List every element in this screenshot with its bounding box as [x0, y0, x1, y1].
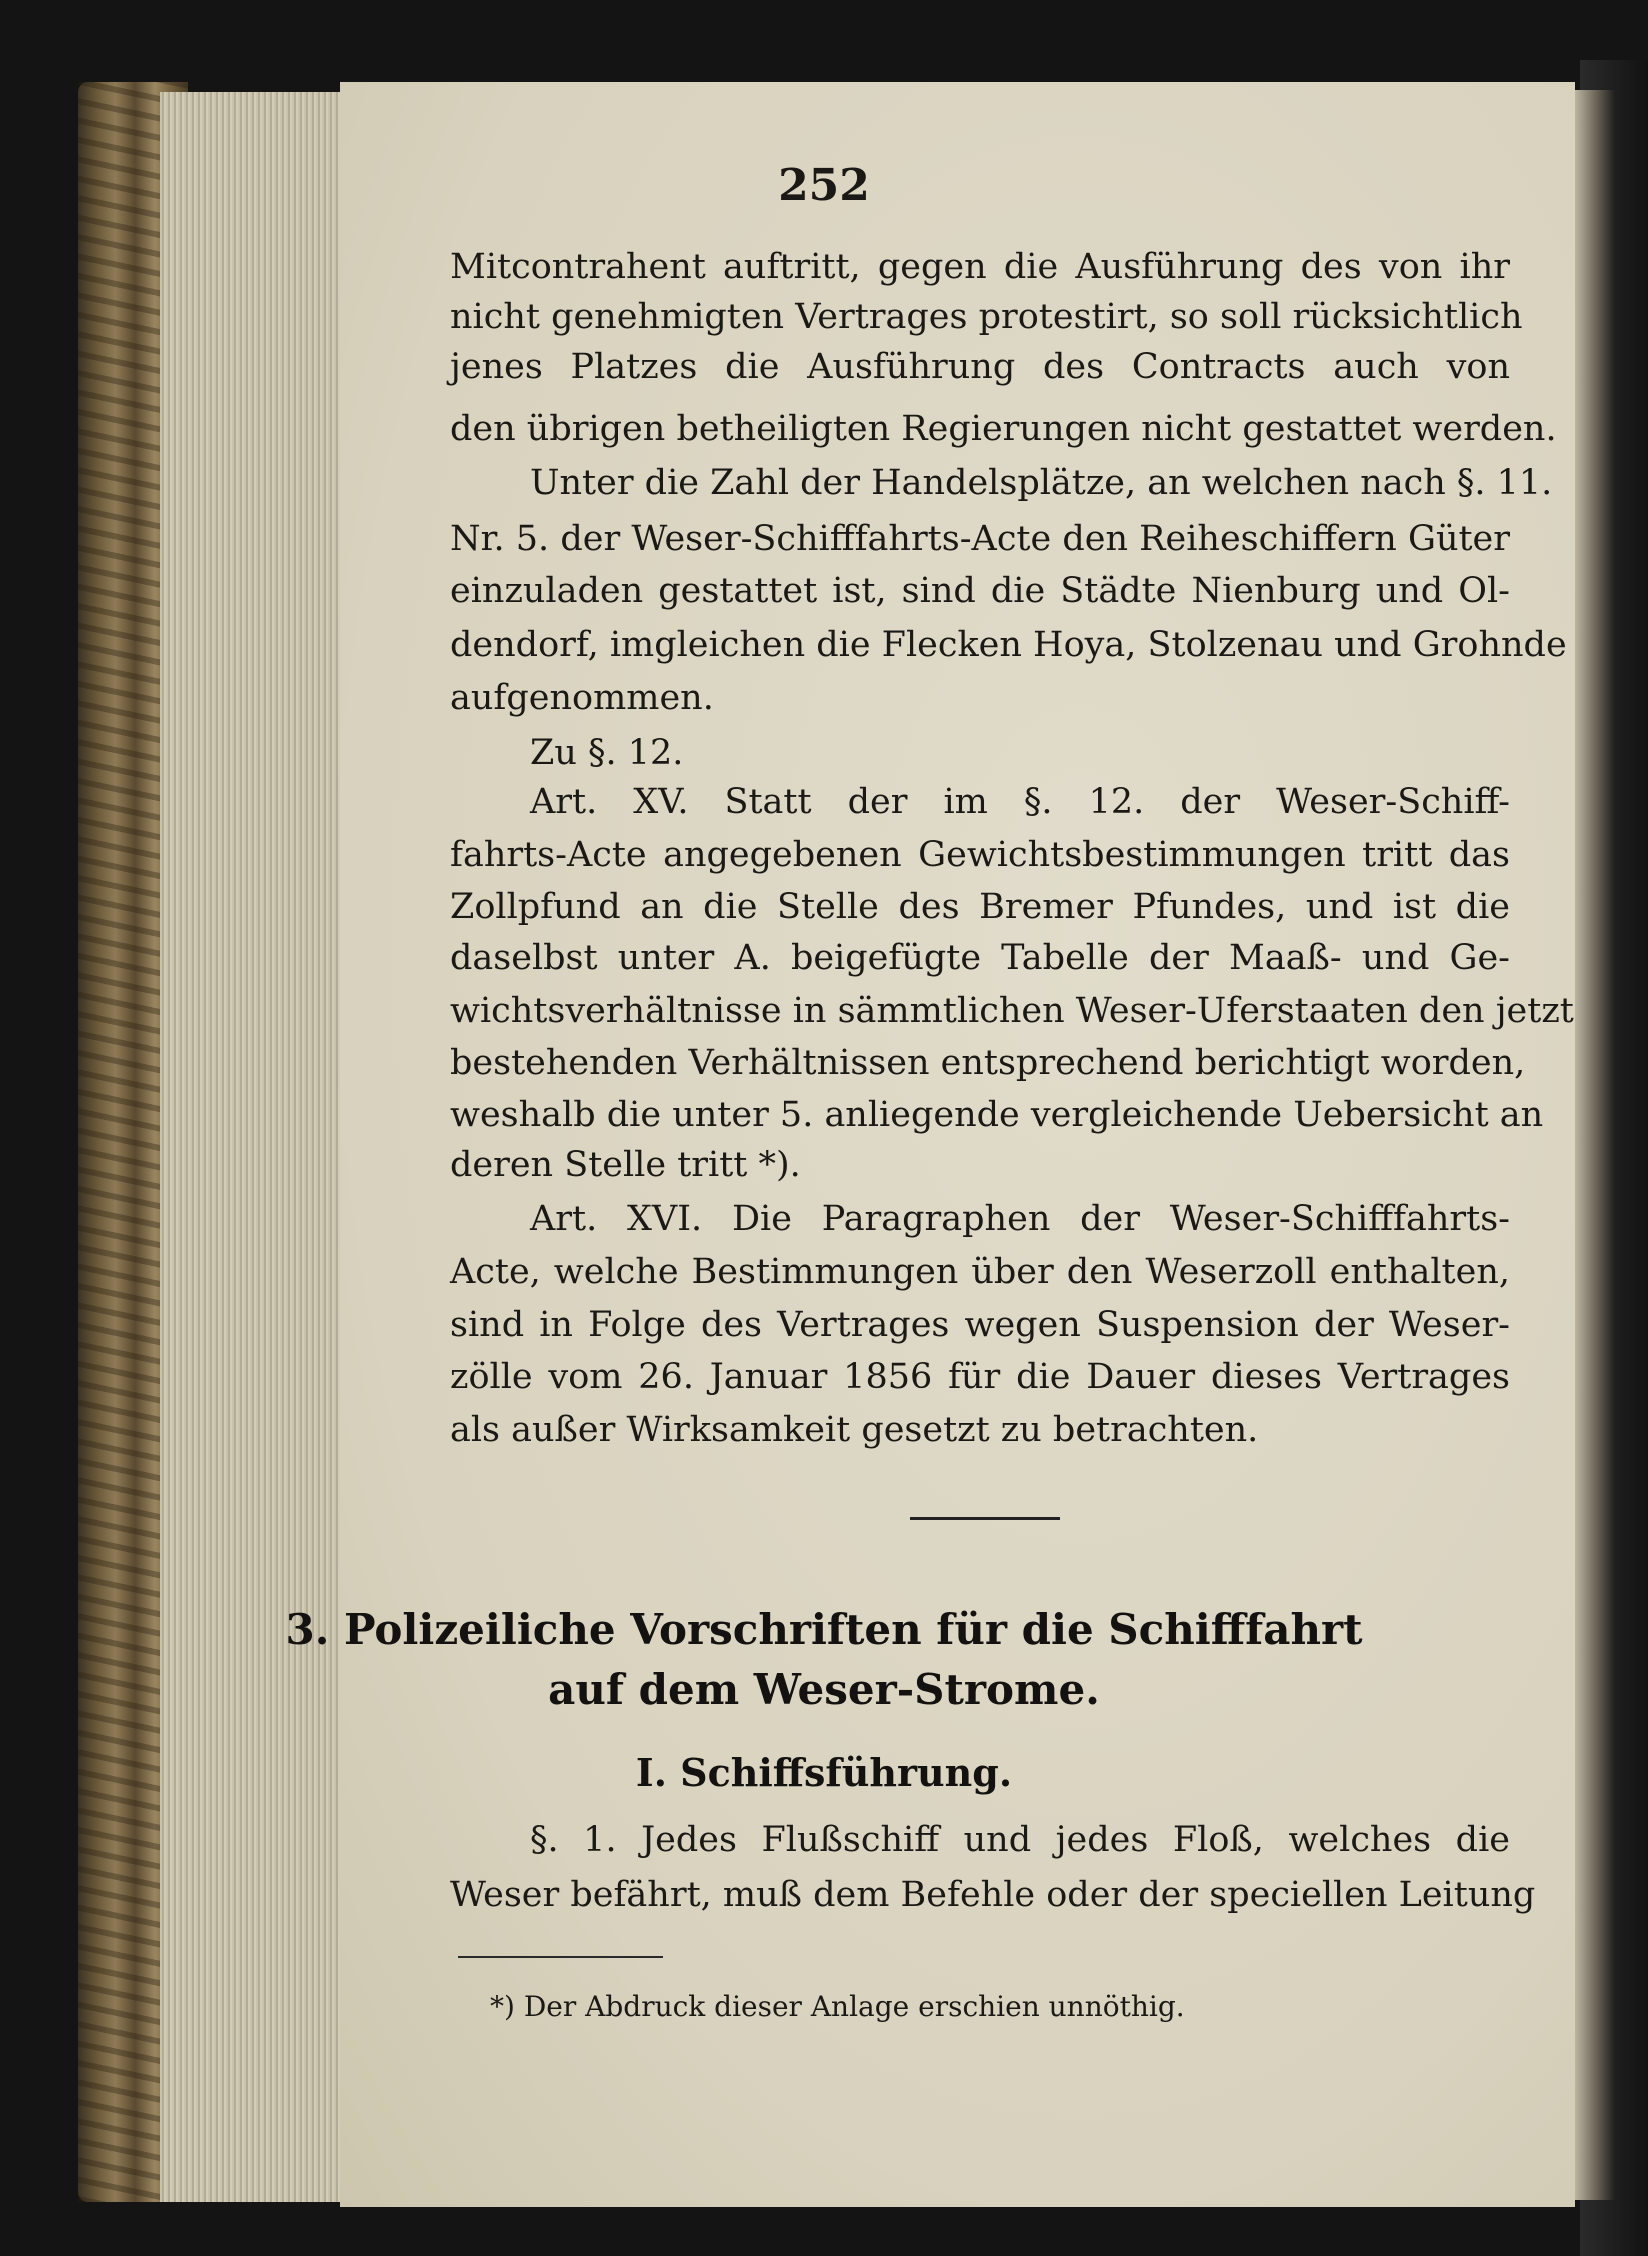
text-line: sind in Folge des Vertrages wegen Suspension der Weser- — [450, 1305, 1510, 1345]
text-line: fahrts-Acte angegebenen Gewichtsbestimmungen tritt das — [450, 835, 1510, 875]
text-line: dendorf, imgleichen die Flecken Hoya, Stolzenau und Grohnde — [450, 625, 1567, 665]
text-line: §. 1. Jedes Flußschiff und jedes Floß, welches die — [530, 1820, 1510, 1860]
text-line: Art. XVI. Die Paragraphen der Weser-Schifffahrts- — [530, 1199, 1510, 1239]
text-line: einzuladen gestattet ist, sind die Städte Nienburg und Ol- — [450, 571, 1510, 611]
text-line: jenes Platzes die Ausführung des Contracts auch von — [450, 347, 1510, 387]
text-line: Unter die Zahl der Handelsplätze, an welchen nach §. 11. — [530, 463, 1553, 503]
text-line: bestehenden Verhältnissen entsprechend berichtigt worden, — [450, 1043, 1526, 1083]
section-divider — [910, 1517, 1060, 1520]
section-ref: Zu §. 12. — [530, 733, 684, 773]
page-gutter-shadow — [1575, 90, 1615, 2200]
footnote: *) Der Abdruck dieser Anlage erschien unnöthig. — [490, 1990, 1185, 2023]
section-heading: auf dem Weser-Strome. — [548, 1665, 1100, 1714]
text-line: den übrigen betheiligten Regierungen nicht gestattet werden. — [450, 409, 1557, 449]
page-edges — [160, 92, 360, 2202]
text-line: als außer Wirksamkeit gesetzt zu betrachten. — [450, 1410, 1259, 1450]
text-line: daselbst unter A. beigefügte Tabelle der Maaß- und Ge- — [450, 938, 1510, 978]
text-line: deren Stelle tritt *). — [450, 1145, 801, 1185]
text-line: Weser befährt, muß dem Befehle oder der speciellen Leitung — [450, 1875, 1536, 1915]
text-line: zölle vom 26. Januar 1856 für die Dauer dieses Vertrages — [450, 1357, 1510, 1397]
section-heading: 3. Polizeiliche Vorschriften für die Schifffahrt — [285, 1605, 1363, 1654]
text-line: aufgenommen. — [450, 678, 714, 718]
text-line: Zollpfund an die Stelle des Bremer Pfundes, und ist die — [450, 887, 1510, 927]
text-line: nicht genehmigten Vertrages protestirt, so soll rücksichtlich — [450, 297, 1523, 337]
text-line: Nr. 5. der Weser-Schifffahrts-Acte den Reiheschiffern Güter — [450, 519, 1510, 559]
text-line: wichtsverhältnisse in sämmtlichen Weser-Uferstaaten den jetzt — [450, 991, 1574, 1031]
text-line: weshalb die unter 5. anliegende vergleichende Uebersicht an — [450, 1095, 1544, 1135]
text-line: Acte, welche Bestimmungen über den Weserzoll enthalten, — [450, 1252, 1510, 1292]
subsection-heading: I. Schiffsführung. — [635, 1750, 1013, 1795]
text-line: Art. XV. Statt der im §. 12. der Weser-Schiff- — [530, 782, 1510, 822]
footnote-rule — [458, 1956, 663, 1958]
page-number: 252 — [778, 160, 870, 211]
text-line: Mitcontrahent auftritt, gegen die Ausführung des von ihr — [450, 247, 1510, 287]
